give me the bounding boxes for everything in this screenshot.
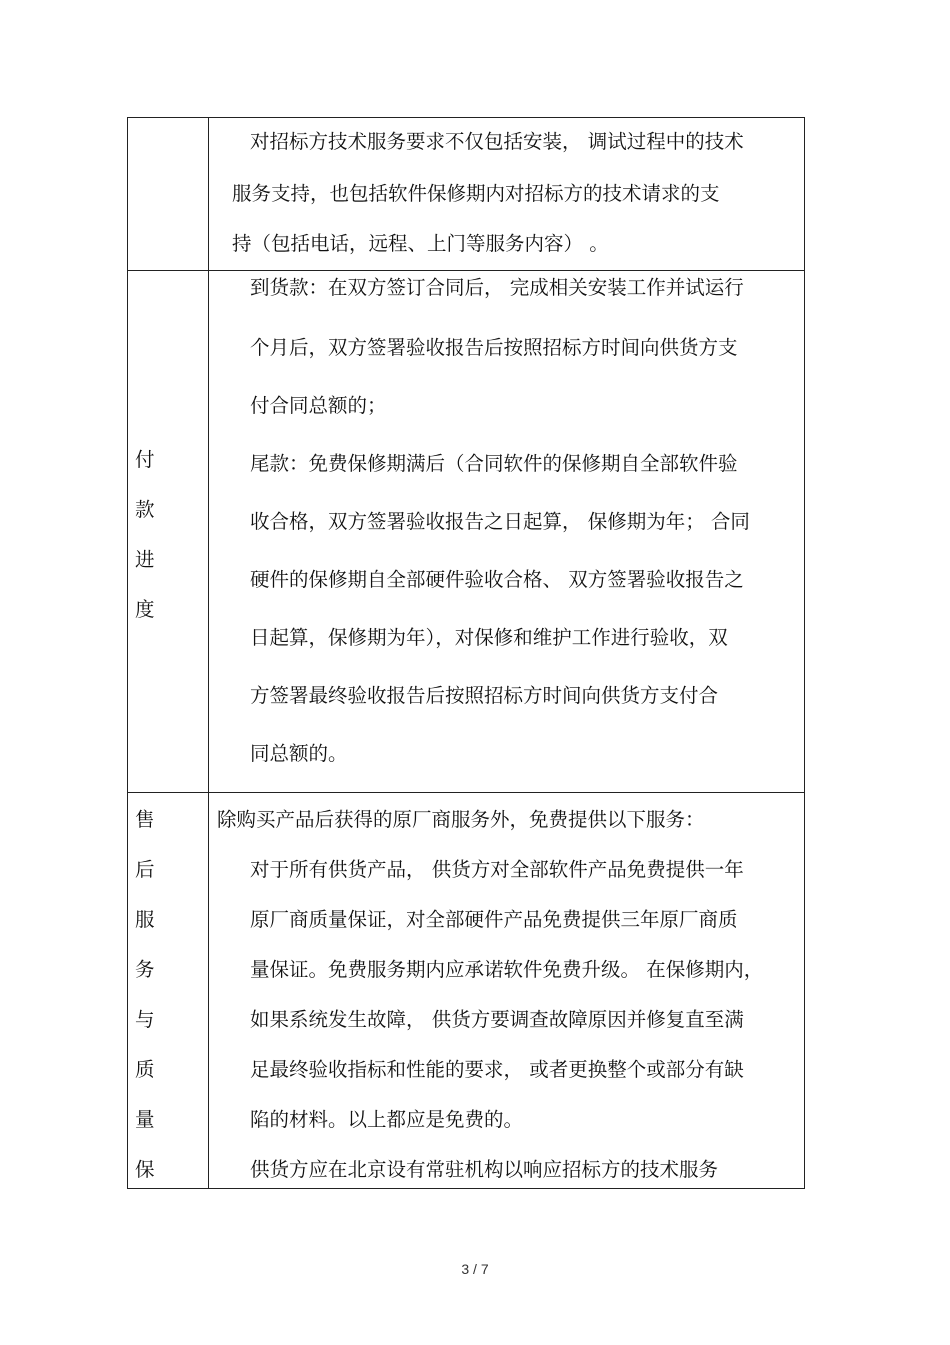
row3-line-7: 陷的材料。以上都应是免费的。 [250, 1108, 524, 1131]
row1-line-1: 对招标方技术服务要求不仅包括安装， 调试过程中的技术 [250, 130, 744, 153]
row3-line-6: 足最终验收指标和性能的要求， 或者更换整个或部分有缺 [250, 1058, 744, 1081]
row2-line-9: 同总额的。 [250, 742, 348, 765]
aftersales-label-char: 保 [135, 1158, 155, 1181]
row-divider [128, 270, 804, 271]
aftersales-label-char: 与 [135, 1008, 155, 1031]
row1-line-3: 持（包括电话，远程、上门等服务内容） 。 [232, 232, 609, 255]
row2-line-1: 到货款：在双方签订合同后， 完成相关安装工作并试运行 [250, 276, 744, 299]
aftersales-label-char: 质 [135, 1058, 155, 1081]
aftersales-label-char: 务 [135, 958, 155, 981]
aftersales-label-char: 量 [135, 1108, 155, 1131]
aftersales-label-char: 售 [135, 808, 155, 831]
row1-line-2: 服务支持，也包括软件保修期内对招标方的技术请求的支 [232, 182, 720, 205]
row2-line-7: 日起算，保修期为年），对保修和维护工作进行验收，双 [250, 626, 728, 649]
row2-line-4: 尾款：免费保修期满后（合同软件的保修期自全部软件验 [250, 452, 738, 475]
aftersales-label-char: 服 [135, 908, 155, 931]
row2-line-2: 个月后，双方签署验收报告后按照招标方时间向供货方支 [250, 336, 738, 359]
payment-label-char: 进 [135, 548, 155, 571]
row3-line-1: 除购买产品后获得的原厂商服务外，免费提供以下服务： [217, 808, 705, 831]
aftersales-label-char: 后 [135, 858, 155, 881]
document-table [127, 117, 805, 1189]
payment-label-char: 款 [135, 498, 155, 521]
row2-line-5: 收合格，双方签署验收报告之日起算， 保修期为年； 合同 [250, 510, 750, 533]
page-number: 3 / 7 [461, 1261, 489, 1277]
row2-line-3: 付合同总额的； [250, 394, 387, 417]
row3-line-5: 如果系统发生故障， 供货方要调查故障原因并修复直至满 [250, 1008, 744, 1031]
row3-line-3: 原厂商质量保证，对全部硬件产品免费提供三年原厂商质 [250, 908, 738, 931]
row2-line-8: 方签署最终验收报告后按照招标方时间向供货方支付合 [250, 684, 719, 707]
row-divider [128, 792, 804, 793]
row3-line-4: 量保证。免费服务期内应承诺软件免费升级。 在保修期内， [250, 958, 764, 981]
payment-label-char: 付 [135, 448, 155, 471]
row2-line-6: 硬件的保修期自全部硬件验收合格、 双方签署验收报告之 [250, 568, 744, 591]
row3-line-2: 对于所有供货产品， 供货方对全部软件产品免费提供一年 [250, 858, 744, 881]
payment-label-char: 度 [135, 598, 155, 621]
row3-line-8: 供货方应在北京设有常驻机构以响应招标方的技术服务 [250, 1158, 719, 1181]
column-divider [208, 118, 209, 1188]
